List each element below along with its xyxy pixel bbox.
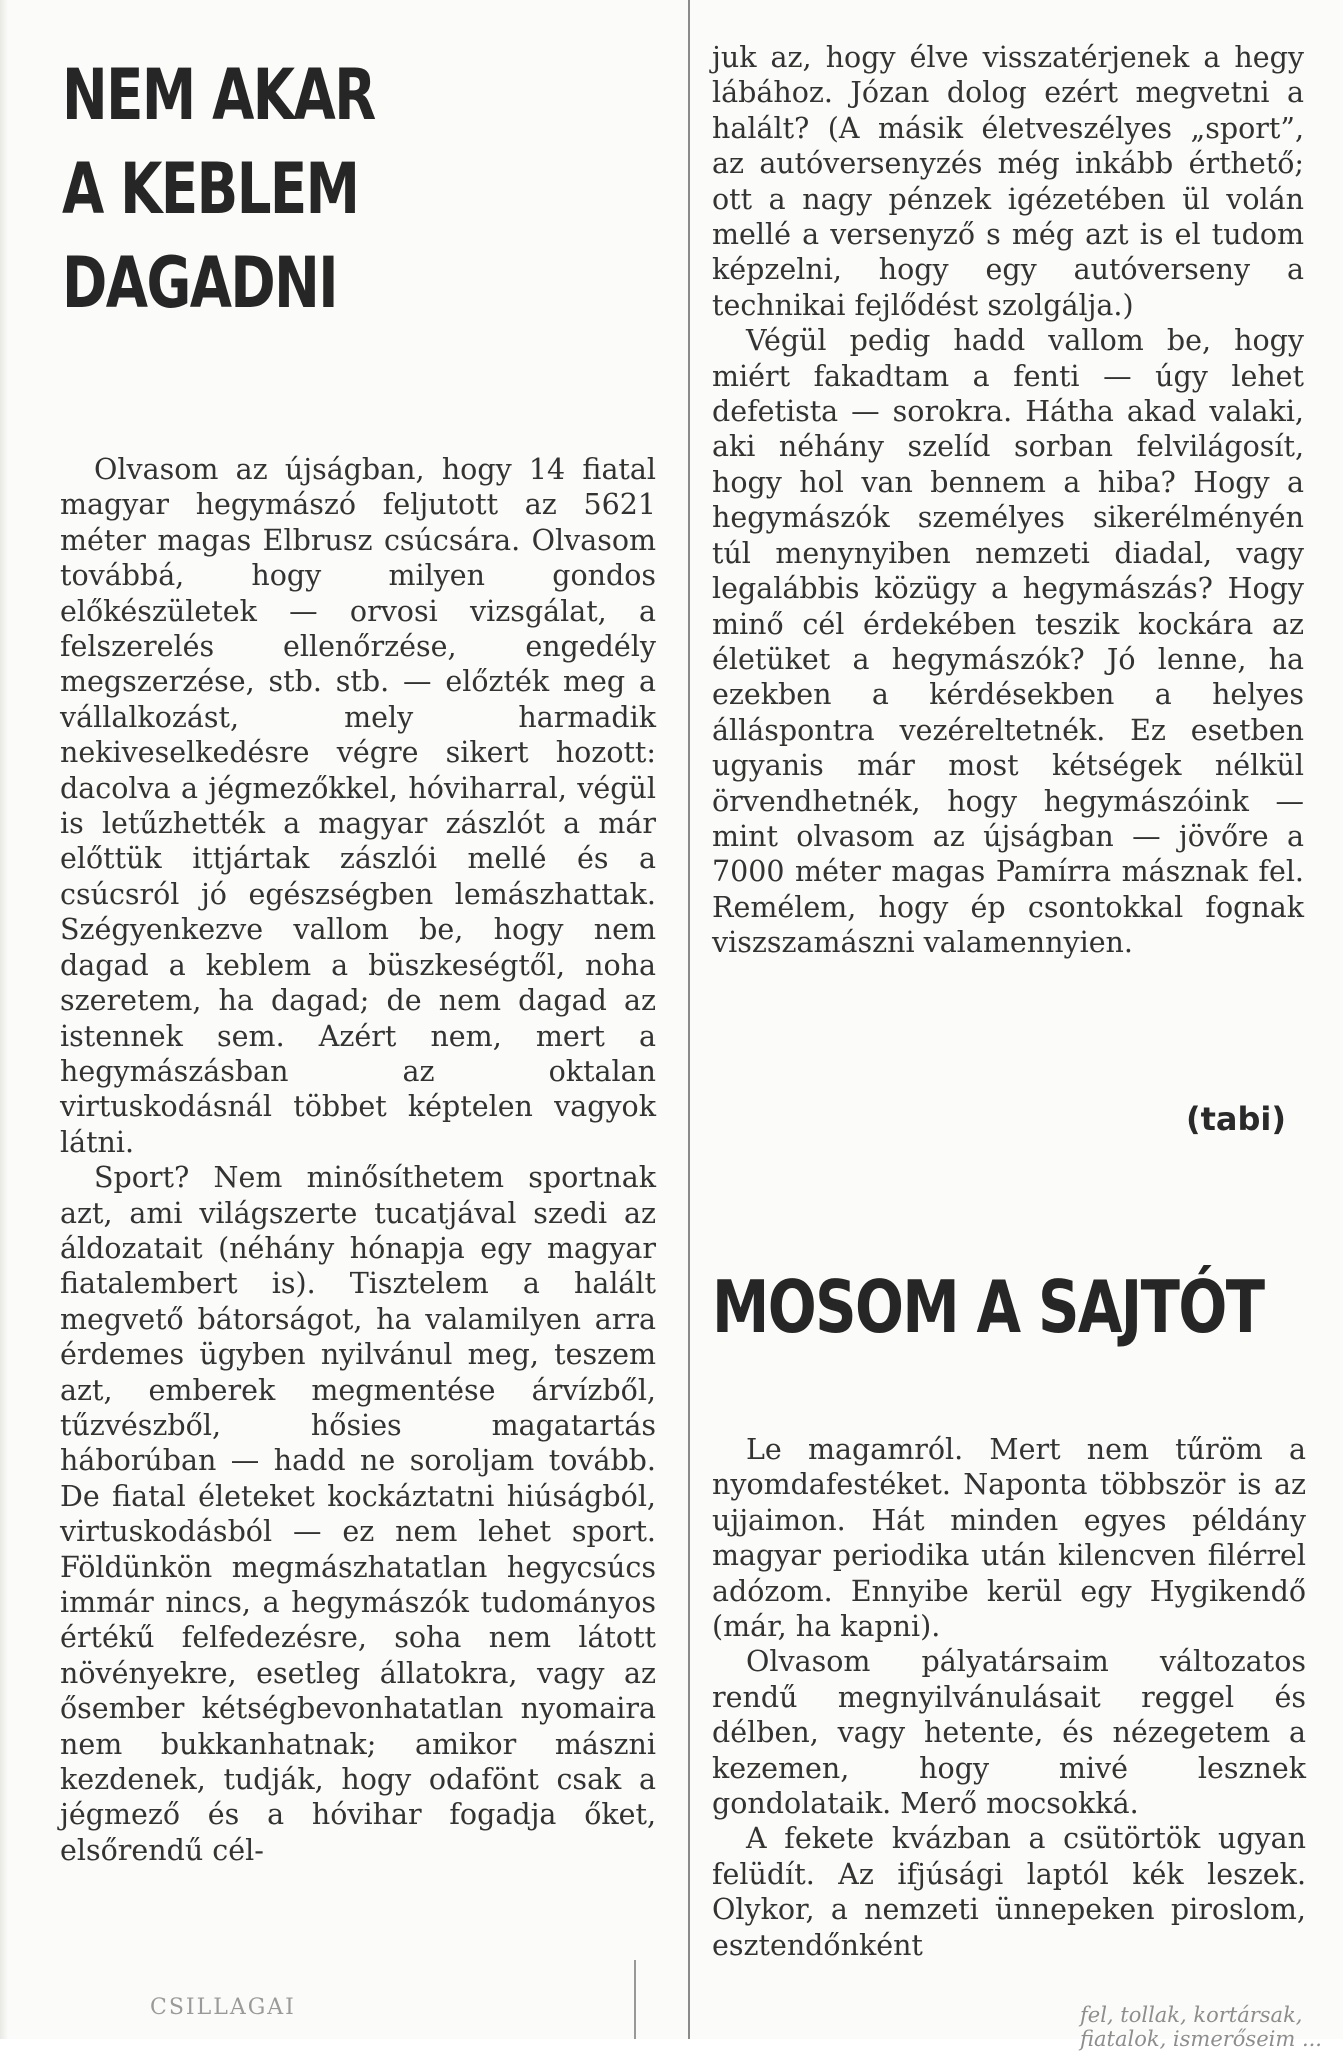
article1-column-2: [712, 40, 1304, 961]
article1-headline: [62, 48, 375, 330]
headline-line-1: NEM AKAR: [62, 54, 375, 136]
column-rule: [688, 0, 690, 2039]
bottom-fragment-right: fel, tollak, kortársak, fiatalok, ismerőseim ...: [1080, 2003, 1322, 2051]
bottom-fragment-left: CSILLAGAI: [150, 1995, 296, 2020]
article2-paragraph: Olvasom pályatársaim változatos rendű megnyilvánulásait reggel és délben, vagy hetente, és nézegetem a kezemen, hogy mivé lesznek gondolataik. Merő mocsokká.: [712, 1645, 1306, 1821]
paper-edge: [0, 0, 8, 2039]
column-rule-bottom: [634, 1960, 636, 2039]
article1-continuation: Végül pedig hadd vallom be, hogy miért fakadtam a fenti — úgy lehet defetista — sorokra. Hátha akad valaki, aki néhány szelíd sorban felvilágosít, hogy hol van bennem a hiba? Hogy a hegymászók személyes sikerélményén túl menynyiben nemzeti diadal, vagy legalábbis közügy a hegymászás? Hogy minő cél érdekében teszik kockára az életüket a hegymászók? Jó lenne, ha ezekben a kérdésekben a helyes álláspontra vezéreltetnék. Ez esetben ugyanis már most kétségek nélkül örvendhetnék, hogy hegymászóink — mint olvasom az újságban — jövőre a 7000 méter magas Pamírra másznak fel. Remélem, hogy ép csontokkal fognak viszszamászni valamennyien.: [712, 324, 1304, 960]
article1-paragraph: Sport? Nem minősíthetem sportnak azt, ami világszerte tucatjával szedi az áldozatait (néhány hónapja egy magyar fiatalembert is). Tisztelem a halált megvető bátorságot, ha valamilyen arra érdemes ügyben nyilvánul meg, teszem azt, emberek megmentése árvízből, tűzvészből, hősies magatartás háborúban — hadd ne soroljam tovább. De fiatal életeket kockáztatni hiúságból, virtuskodásból — ez nem lehet sport. Földünkön megmászhatatlan hegycsúcs immár nincs, a hegymászók tudományos értékű felfedezésre, soha nem látott növényekre, esetleg állatokra, vagy az ősember kétségbevonhatatlan nyomaira nem bukkanhatnak; amikor mászni kezdenek, tudják, hogy odafönt csak a jégmező és a hóvihar fogadja őket, elsőrendű cél-: [60, 1161, 656, 1867]
headline-line-2: A KEBLEM: [62, 148, 359, 230]
headline-line-3: DAGADNI: [62, 242, 338, 324]
article1-column-1: [60, 452, 656, 1868]
article1-continuation: juk az, hogy élve visszatérjenek a hegy lábához. Józan dolog ezért megvetni a halált? (A másik életveszélyes „sport”, az autóversenyzés még inkább érthető; ott a nagy pénzek igézetében ül volán mellé a versenyző s még azt is el tudom képzelni, hogy egy autóverseny a technikai fejlődést szolgálja.): [712, 41, 1304, 322]
article2-headline: MOSOM A SAJTÓT: [712, 1265, 1264, 1349]
article2-column: [712, 1432, 1306, 1963]
article2-paragraph: A fekete kvázban a csütörtök ugyan felüdít. Az ifjúsági laptól kék leszek. Olykor, a nemzeti ünnepeken piroslom, esztendőnként: [712, 1822, 1306, 1962]
article2-paragraph: Le magamról. Mert nem tűröm a nyomdafestéket. Naponta többször is az ujjaimon. Hát minden egyes példány magyar periodika után kilencven filérrel adózom. Ennyibe kerül egy Hygikendő (már, ha kapni).: [712, 1433, 1306, 1644]
article1-paragraph: Olvasom az újságban, hogy 14 fiatal magyar hegymászó feljutott az 5621 méter magas Elbrusz csúcsára. Olvasom továbbá, hogy milyen gondos előkészületek — orvosi vizsgálat, a felszerelés ellenőrzése, engedély megszerzése, stb. stb. — előzték meg a vállalkozást, mely harmadik nekiveselkedésre végre sikert hozott: dacolva a jégmezőkkel, hóviharral, végül is letűzhették a magyar zászlót a már előttük ittjártak zászlói mellé és a csúcsról jó egészségben lemászhattak. Szégyenkezve vallom be, hogy nem dagad a keblem a büszkeségtől, noha szeretem, ha dagad; de nem dagad az istennek sem. Azért nem, mert a hegymászásban az oktalan virtuskodásnál többet képtelen vagyok látni.: [60, 453, 656, 1159]
article1-signature: (tabi): [1186, 1100, 1287, 1138]
